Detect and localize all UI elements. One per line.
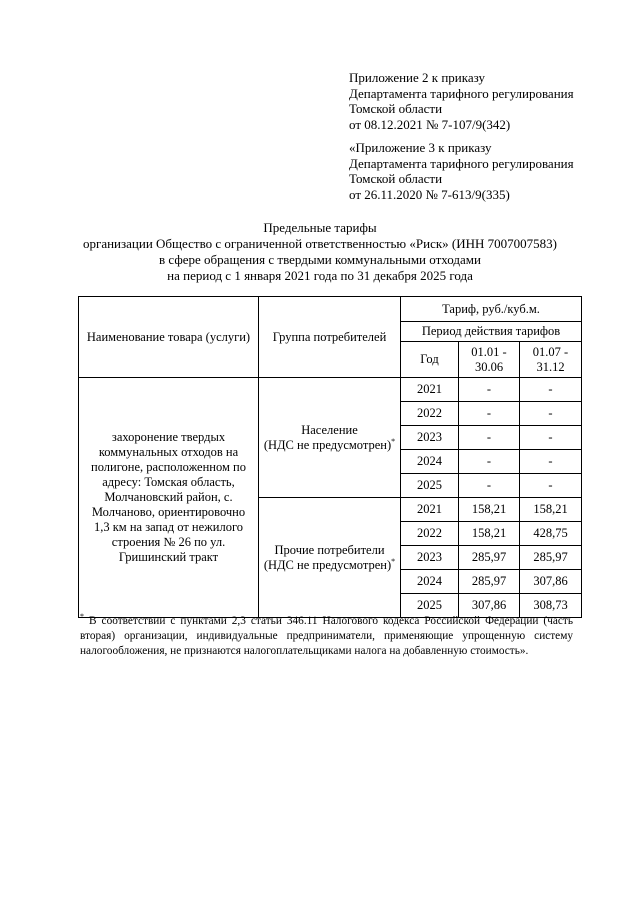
tariff-h2: 285,97: [520, 546, 582, 570]
header-period: Период действия тарифов: [401, 322, 582, 342]
year-cell: 2023: [401, 426, 459, 450]
appendix-line: «Приложение 3 к приказу: [349, 140, 492, 155]
header-group: Группа потребителей: [259, 297, 401, 378]
tariff-h1: 307,86: [459, 594, 520, 618]
tariff-h1: 285,97: [459, 546, 520, 570]
appendix-line: Департамента тарифного регулирования: [349, 85, 574, 101]
appendix-line: Департамента тарифного регулирования: [349, 155, 574, 171]
year-cell: 2024: [401, 450, 459, 474]
tariff-h2: -: [520, 450, 582, 474]
table-row: [79, 378, 582, 402]
tariff-table: [78, 296, 582, 618]
appendix-line: Приложение 2 к приказу: [349, 70, 486, 85]
tariff-h2: -: [520, 474, 582, 498]
year-cell: 2022: [401, 522, 459, 546]
appendix-line: Томской области: [349, 171, 443, 187]
tariff-h1: -: [459, 426, 520, 450]
appendix-line: от 08.12.2021 № 7-107/9(342): [349, 116, 511, 132]
appendix-line: от 26.11.2020 № 7-613/9(335): [349, 186, 510, 202]
header-year: Год: [401, 342, 459, 378]
header-half2: 01.07 - 31.12: [520, 342, 582, 378]
footnote-text: В соответствии с пунктами 2,3 статьи 346.11 Налогового кодекса Российской Федерации (часть вторая) организации, индивидуальные предприниматели, применяющие упрощенную систему налогообложения, не признаются налогоплательщиками налога на добавленную стоимость».: [80, 615, 573, 657]
appendix-line: Томской области: [349, 101, 443, 117]
tariff-h1: -: [459, 474, 520, 498]
consumer-group-other: [259, 498, 401, 618]
tariff-h2: -: [520, 426, 582, 450]
tariff-h1: -: [459, 402, 520, 426]
header-half1: 01.01 - 30.06: [459, 342, 520, 378]
tariff-h1: -: [459, 378, 520, 402]
tariff-h2: -: [520, 402, 582, 426]
tariff-h1: 158,21: [459, 522, 520, 546]
year-cell: 2025: [401, 594, 459, 618]
appendix-current: [349, 70, 574, 132]
year-cell: 2022: [401, 402, 459, 426]
tariff-h1: 285,97: [459, 570, 520, 594]
group-vat: (НДС не предусмотрен): [263, 437, 392, 452]
tariff-h1: 158,21: [459, 498, 520, 522]
year-cell: 2024: [401, 570, 459, 594]
header-service: Наименование товара (услуги): [79, 297, 259, 378]
header-tariff: Тариф, руб./куб.м.: [401, 297, 582, 322]
group-name: Прочие потребители: [274, 542, 385, 557]
appendix-previous: [349, 140, 574, 202]
year-cell: 2025: [401, 474, 459, 498]
title-line: на период с 1 января 2021 года по 31 декабря 2025 года: [167, 268, 473, 283]
footnote: [80, 614, 573, 659]
group-name: Население: [301, 422, 358, 437]
tariff-h2: -: [520, 378, 582, 402]
service-name: захоронение твердых коммунальных отходов на полигоне, расположенном по адресу: Томская область, Молчановский район, с. Молчаново, ориентировочно 1,3 км на запад от нежилого строения № 26 по ул. Гришинский тракт: [79, 378, 259, 618]
group-vat: (НДС не предусмотрен): [263, 557, 392, 572]
header-row: [79, 297, 582, 322]
document-title: [0, 220, 640, 284]
tariff-h2: 307,86: [520, 570, 582, 594]
tariff-h2: 428,75: [520, 522, 582, 546]
footnote-mark: *: [391, 436, 396, 446]
footnote-mark: *: [391, 556, 396, 566]
year-cell: 2021: [401, 498, 459, 522]
consumer-group-population: [259, 378, 401, 498]
year-cell: 2023: [401, 546, 459, 570]
tariff-h2: 308,73: [520, 594, 582, 618]
year-cell: 2021: [401, 378, 459, 402]
tariff-h1: -: [459, 450, 520, 474]
tariff-h2: 158,21: [520, 498, 582, 522]
title-line: организации Общество с ограниченной ответственностью «Риск» (ИНН 7007007583): [82, 236, 557, 251]
footnote-mark: *: [80, 612, 84, 622]
title-line: Предельные тарифы: [263, 220, 377, 235]
title-line: в сфере обращения с твердыми коммунальными отходами: [159, 252, 481, 267]
